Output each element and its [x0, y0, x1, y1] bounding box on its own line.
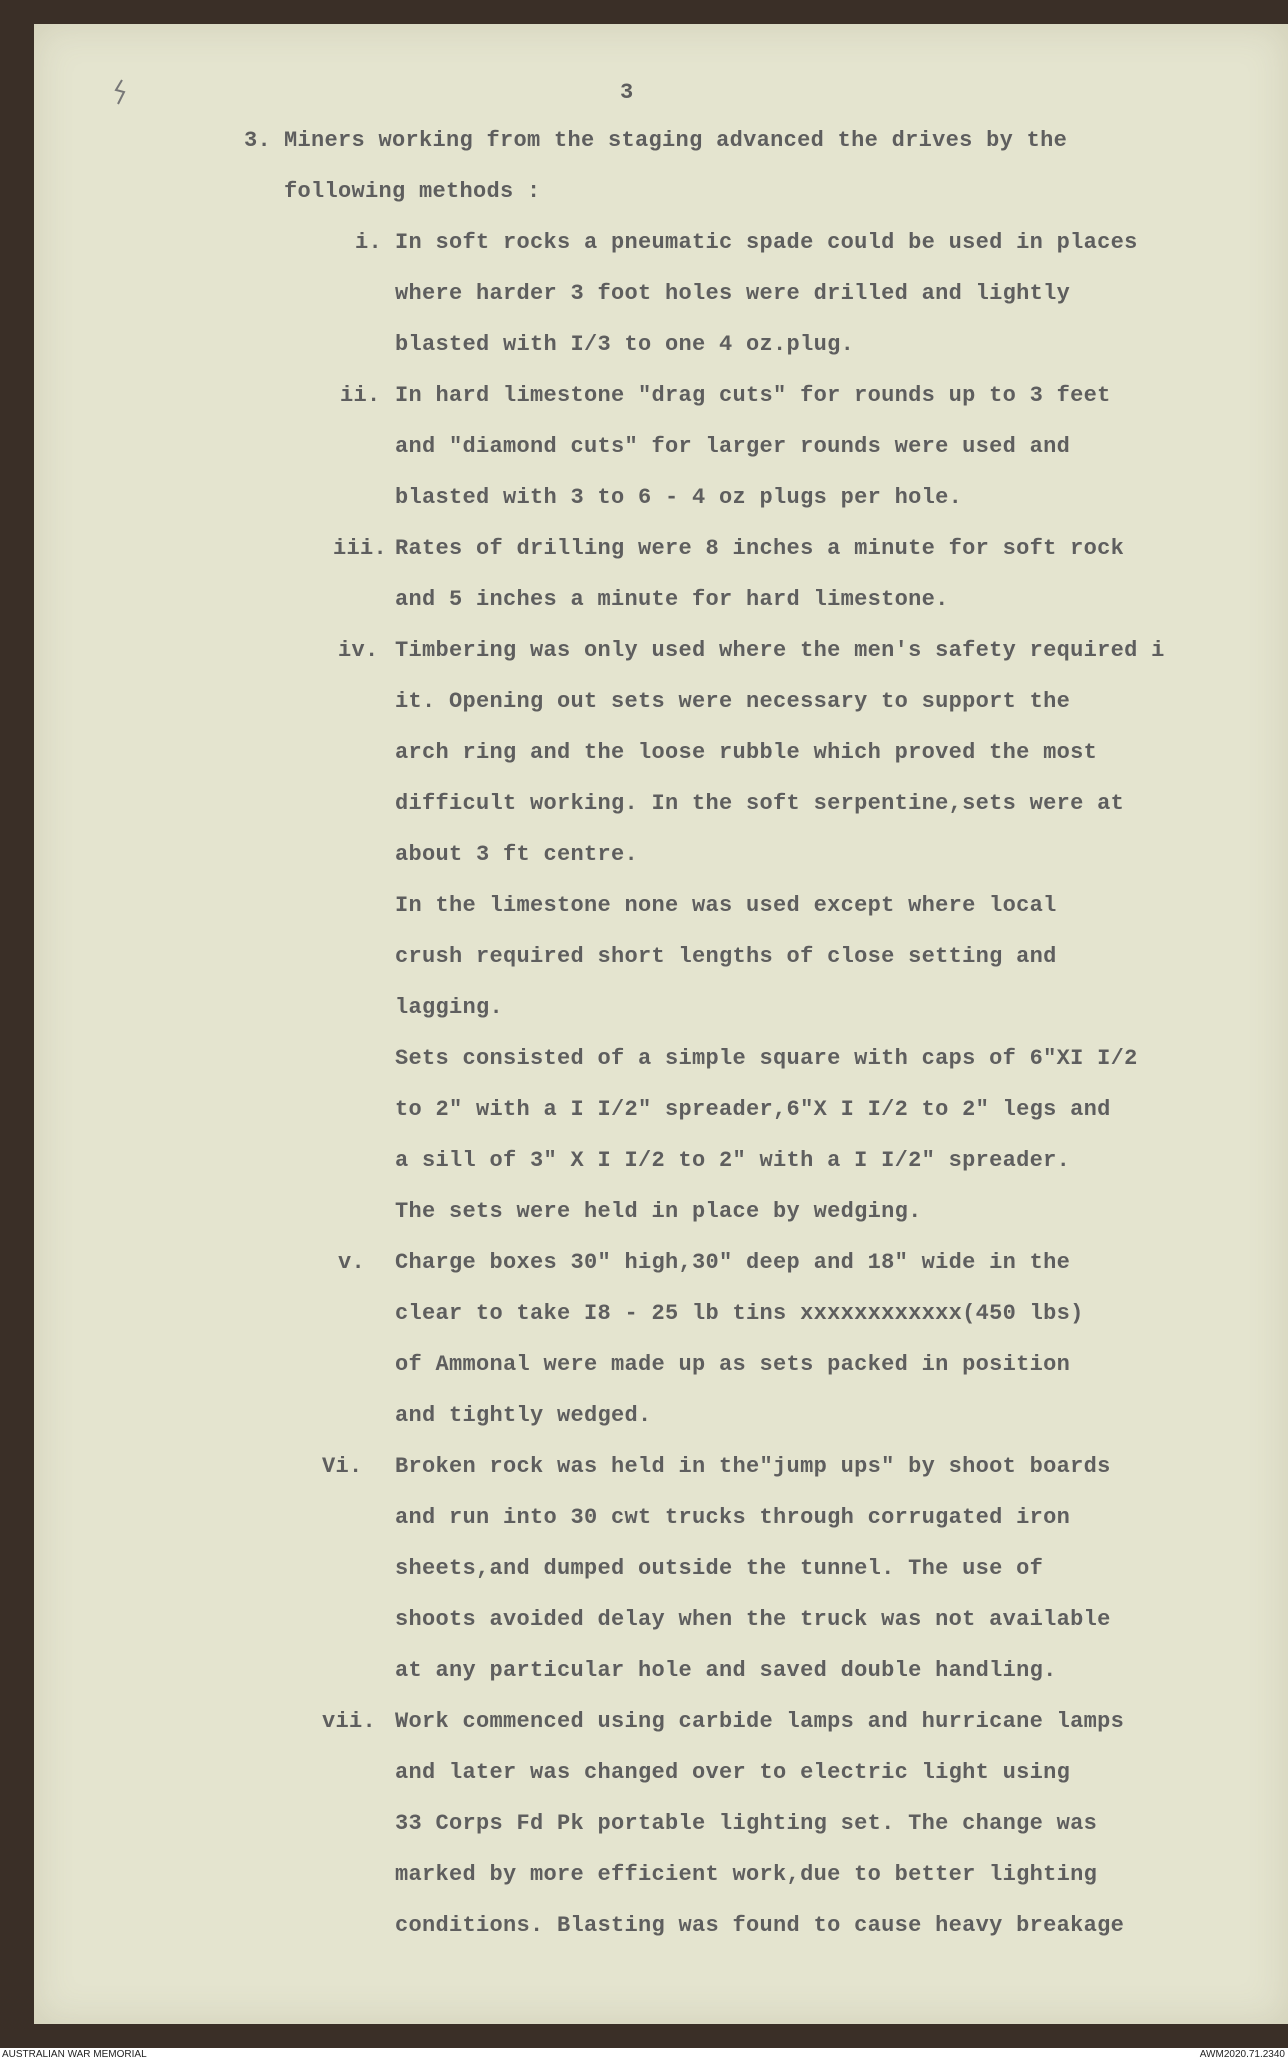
item-line: arch ring and the loose rubble which proved the most: [395, 740, 1098, 765]
footer-credit: AUSTRALIAN WAR MEMORIAL: [2, 2049, 147, 2060]
item-line: and 5 inches a minute for hard limestone.: [395, 587, 949, 612]
item-line: Charge boxes 30" high,30" deep and 18" wide in the: [395, 1250, 1071, 1275]
item-line: and run into 30 cwt trucks through corrugated iron: [395, 1505, 1071, 1530]
item-line: Timbering was only used where the men's safety required i: [395, 638, 1165, 663]
item-line: The sets were held in place by wedging.: [395, 1199, 922, 1224]
item-line: In the limestone none was used except where local: [395, 893, 1057, 918]
item-line: of Ammonal were made up as sets packed in position: [395, 1352, 1071, 1377]
item-line: and tightly wedged.: [395, 1403, 652, 1428]
item-marker: vii.: [322, 1709, 377, 1734]
item-marker: Vi.: [322, 1454, 363, 1479]
item-line: clear to take I8 - 25 lb tins xxxxxxxxxxxx(450 lbs): [395, 1301, 1084, 1326]
item-marker: i.: [355, 230, 383, 255]
item-line: In hard limestone "drag cuts" for rounds up to 3 feet: [395, 383, 1111, 408]
item-line: In soft rocks a pneumatic spade could be used in places: [395, 230, 1138, 255]
item-line: shoots avoided delay when the truck was not available: [395, 1607, 1111, 1632]
item-line: about 3 ft centre.: [395, 842, 639, 867]
item-line: a sill of 3" X I I/2 to 2" with a I I/2" spreader.: [395, 1148, 1071, 1173]
paragraph-marker: 3.: [244, 128, 272, 153]
item-marker: v.: [338, 1250, 366, 1275]
item-marker: ii.: [340, 383, 381, 408]
paragraph-line: Miners working from the staging advanced the drives by the: [284, 128, 1068, 153]
footer-reference: AWM2020.71.2340: [1199, 2049, 1285, 2060]
item-line: lagging.: [395, 995, 504, 1020]
item-marker: iv.: [338, 638, 379, 663]
item-line: difficult working. In the soft serpentine,sets were at: [395, 791, 1125, 816]
page-number: 3: [620, 80, 634, 105]
item-line: crush required short lengths of close setting and: [395, 944, 1057, 969]
item-line: conditions. Blasting was found to cause heavy breakage: [395, 1913, 1125, 1938]
item-line: to 2" with a I I/2" spreader,6"X I I/2 to 2" legs and: [395, 1097, 1111, 1122]
item-line: Rates of drilling were 8 inches a minute for soft rock: [395, 536, 1125, 561]
item-line: and "diamond cuts" for larger rounds were used and: [395, 434, 1071, 459]
item-line: at any particular hole and saved double handling.: [395, 1658, 1057, 1683]
item-line: and later was changed over to electric light using: [395, 1760, 1071, 1785]
item-line: blasted with I/3 to one 4 oz.plug.: [395, 332, 855, 357]
item-line: 33 Corps Fd Pk portable lighting set. The change was: [395, 1811, 1098, 1836]
item-line: marked by more efficient work,due to better lighting: [395, 1862, 1098, 1887]
item-line: Sets consisted of a simple square with caps of 6"XI I/2: [395, 1046, 1138, 1071]
item-line: Work commenced using carbide lamps and hurricane lamps: [395, 1709, 1125, 1734]
item-marker: iii.: [333, 536, 388, 561]
item-line: sheets,and dumped outside the tunnel. The use of: [395, 1556, 1044, 1581]
paragraph-line: following methods :: [284, 179, 541, 204]
item-line: where harder 3 foot holes were drilled and lightly: [395, 281, 1071, 306]
pencil-mark-icon: [108, 78, 132, 108]
item-line: blasted with 3 to 6 - 4 oz plugs per hole.: [395, 485, 963, 510]
item-line: Broken rock was held in the"jump ups" by shoot boards: [395, 1454, 1111, 1479]
item-line: it. Opening out sets were necessary to support the: [395, 689, 1071, 714]
